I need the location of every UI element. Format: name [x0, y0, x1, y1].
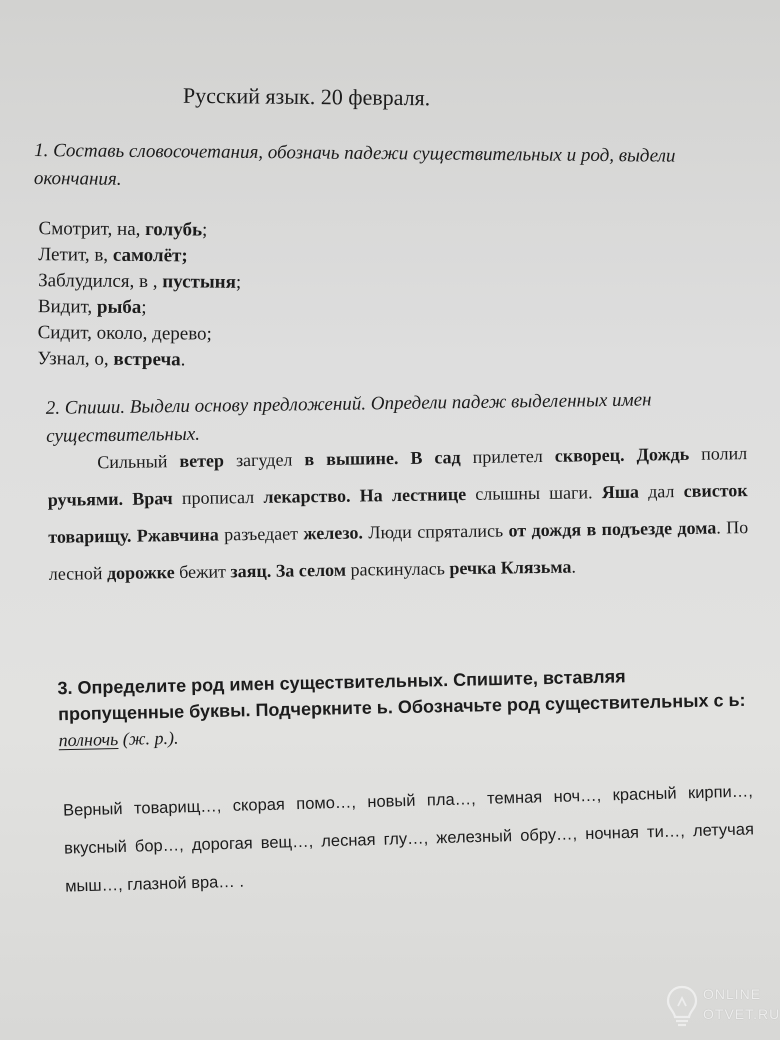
- task1-line-words: Видит,: [37, 296, 98, 318]
- task1-line-noun: самолёт;: [112, 244, 188, 267]
- task2-text-fragment: . По лесной: [48, 517, 749, 584]
- task2-text-fragment: дал: [638, 481, 684, 502]
- task2-highlighted-text: от дождя в подъезде дома: [508, 517, 717, 541]
- task1-line-noun: рыба: [96, 296, 142, 319]
- task1-line: [37, 346, 240, 374]
- task2-highlighted-text: лекарство. На лестнице: [263, 484, 467, 507]
- task2-text-fragment: разъедает: [218, 523, 304, 545]
- task2-highlighted-text: в вышине. В сад: [304, 447, 461, 470]
- watermark-line1: ONLINE: [703, 986, 762, 1002]
- task2-highlighted-text: речка Клязьма: [449, 556, 572, 579]
- task2-text-fragment: бежит: [174, 561, 231, 583]
- task1-line-words: Заблудился, в ,: [38, 270, 163, 293]
- task2-highlighted-text: скворец. Дождь: [554, 443, 690, 466]
- task2-text-fragment: загудел: [223, 449, 305, 471]
- task1-line-words: Узнал, о,: [37, 348, 114, 370]
- task1-word-list: [37, 216, 241, 374]
- task2-heading-text: 2. Спиши. Выдели основу предложений. Определи падеж выделенных имен существительных.: [45, 389, 652, 447]
- task1-heading: 1. Составь словосочетания, обозначь падежи существительных и род, выдели окончания.: [33, 140, 676, 190]
- task1-line: [38, 268, 241, 296]
- task2-text-fragment: Сильный: [97, 451, 180, 473]
- task1-line: [38, 242, 241, 270]
- task3-heading-text: 3. Определите род имен существительных. Спишите, вставляя пропущенные буквы. Подчеркните ь. Обозначьте род существительных с ь:: [57, 666, 746, 725]
- task2-highlighted-text: дорожке: [106, 562, 175, 584]
- task1-line-punct: ;: [141, 297, 147, 319]
- task3-example-note: (ж. р.).: [122, 727, 179, 749]
- task2-text-fragment: .: [571, 556, 577, 577]
- page-title: Русский язык. 20 февраля.: [182, 82, 431, 111]
- task1-line-noun: голубь: [145, 219, 203, 241]
- task2-highlighted-text: железо.: [303, 522, 364, 544]
- task2-text: [47, 435, 749, 593]
- task2-text-fragment: полил: [689, 443, 748, 464]
- task2-highlighted-text: ветер: [179, 450, 225, 472]
- task1-line-punct: .: [180, 349, 186, 371]
- task3-example-word: полночь: [58, 728, 119, 751]
- task2-text-fragment: раскинулась: [345, 558, 450, 580]
- task1-line-noun: встреча: [113, 348, 181, 371]
- task1-line: [38, 294, 241, 322]
- task3-heading: [57, 661, 748, 753]
- task2-highlighted-text: Яша: [601, 481, 640, 503]
- task2-text-fragment: слышны шаги.: [465, 482, 602, 505]
- task2-text-fragment: Люди спрятались: [362, 520, 509, 543]
- task1-line-punct: ;: [201, 219, 208, 241]
- task1-line-noun: пустыня: [162, 271, 237, 293]
- task2-text-fragment: прописал: [172, 486, 264, 509]
- task1-line: [38, 216, 241, 244]
- task1-line-words: Смотрит, на,: [38, 218, 146, 241]
- task3-text: Верный товарищ…, скорая помо…, новый пла…, темная ноч…, красный кирпи…, вкусный бор…, дорогая вещ…, лесная глу…, железный обру…, ночная ти…, летучая мыш…, глазной вра… .: [62, 782, 755, 896]
- task2-highlighted-text: ручьями. Врач: [47, 488, 173, 510]
- lightbulb-icon: [665, 984, 699, 1030]
- task1-line-words: Сидит, около, дерево;: [37, 322, 212, 345]
- watermark-line2: OTVET.RU: [703, 1006, 780, 1022]
- task3-example: [58, 728, 178, 751]
- watermark-logo: [665, 982, 780, 1032]
- task1-line-words: Летит, в,: [38, 244, 113, 266]
- task1-line: [38, 320, 241, 348]
- task1-line-punct: ;: [235, 271, 242, 293]
- task2-text-fragment: прилетел: [460, 445, 555, 468]
- task2-highlighted-text: свисток товарищу. Ржавчина: [48, 480, 748, 547]
- task2-highlighted-text: заяц. За селом: [230, 559, 347, 582]
